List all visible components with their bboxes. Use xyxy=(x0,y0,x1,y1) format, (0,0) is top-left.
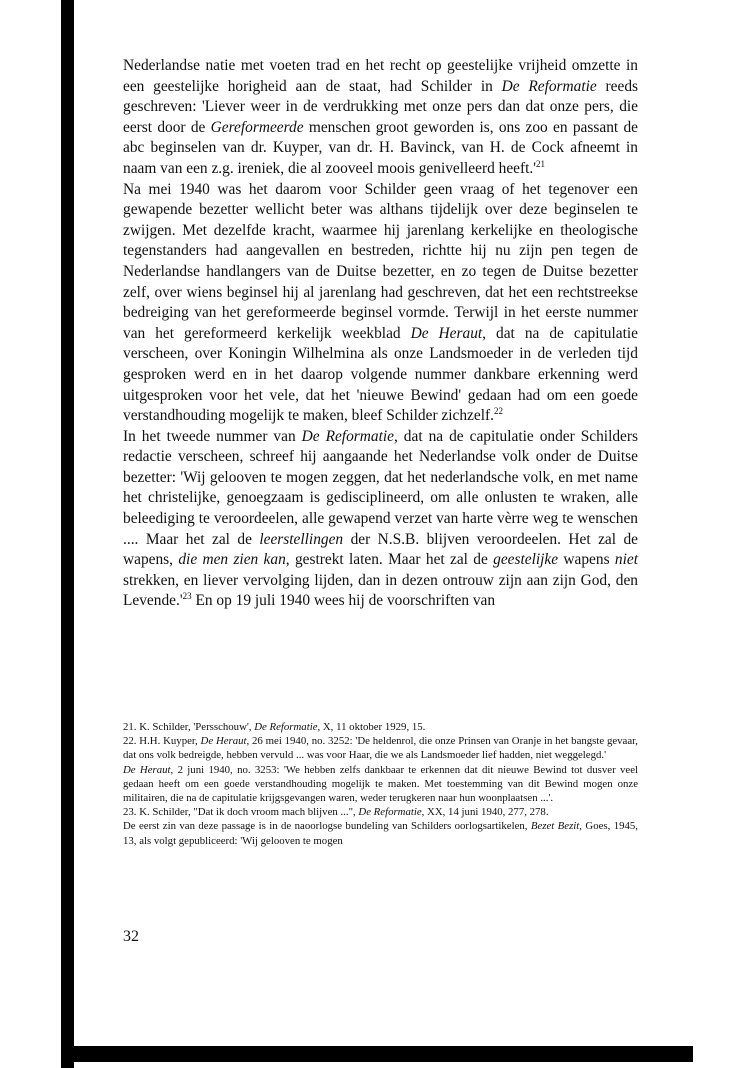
italic-word: geestelijke xyxy=(493,551,559,569)
italic-word: niet xyxy=(614,551,638,569)
footnote-ref-21: 21 xyxy=(536,158,546,169)
italic-title: De Reformatie xyxy=(501,77,597,95)
italic-title: De Reformatie xyxy=(301,427,394,445)
bottom-scan-border xyxy=(61,1046,693,1062)
left-scan-border xyxy=(61,0,74,1068)
text-run: , dat na de capitulatie verscheen, over Koningin Wilhelmina als onze Landsmoeder in de verleden tijd gesproken werd en in het daarop volgende nummer dankbare erkenning werd uitgesproken voor het vele, dat het 'nieuwe Bewind' gedaan had om een goede verstandhouding mogelijk te maken, bleef Schilder zichzelf. xyxy=(123,324,638,425)
page-number: 32 xyxy=(123,928,139,945)
text-run: , gestrekt laten. Maar het zal de xyxy=(285,551,494,569)
text-run: der N.S.B. blijven veroordeelen. Het zal de wapens, xyxy=(123,530,638,569)
paragraph-1 xyxy=(123,56,638,180)
text-run: strekken, en liever vervolging lijden, dan in dezen ontrouw zijn aan zijn God, den Levende.' xyxy=(123,571,638,610)
footnotes xyxy=(123,720,638,848)
text-run: Na mei 1940 was het daarom voor Schilder geen vraag of het tegenover een gewapende bezetter wellicht beter was althans tijdelijk over deze beginselen te zwijgen. Met dezelfde kracht, waarmee hij jarenlang kerkelijke en theologische tegenstanders had aangevallen en bestreden, richtte hij nu zijn pen tegen de Nederlandse handlangers van de Duitse bezetter, en zo tegen de Duitse bezetter zelf, over wiens beginsel hij al jarenlang had geschreven, dat het een rechtstreekse bedreiging van het gereformeerde beginsel vormde. Terwijl in het eerste nummer van het gereformeerd kerkelijk weekblad xyxy=(123,180,638,342)
text-run: reeds geschreven: 'Liever weer in de verdrukking met onze pers dan dat onze pers, die eerst door de xyxy=(123,77,639,136)
italic-word: Gereformeerde xyxy=(210,118,304,136)
paragraph-2 xyxy=(123,180,638,427)
paragraph-3 xyxy=(123,427,638,612)
body-text xyxy=(123,56,638,612)
footnote-23-continued: De eerst zin van deze passage is in de naoorlogse bundeling van Schilders oorlogsartikelen, Bezet Bezit, Goes, 1945, 13, als volgt gepubliceerd: 'Wij gelooven te mogen xyxy=(123,820,638,847)
footnote-ref-22: 22 xyxy=(493,405,503,416)
italic-word: die men zien kan xyxy=(178,551,286,569)
footnote-ref-23: 23 xyxy=(182,591,192,602)
text-run: En op 19 juli 1940 wees hij de voorschriften van xyxy=(191,592,496,610)
text-run: Nederlandse natie met voeten trad en het recht op geestelijke vrijheid omzette in een geestelijke horigheid aan de staat, had Schilder in xyxy=(123,57,638,95)
text-run: , dat na de capitulatie onder Schilders redactie verscheen, schreef hij aangaande het Nederlandse volk onder de Duitse bezetter: 'Wij gelooven te mogen zeggen, dat het nederlandsche volk, en met name het christelijke, genoegzaam is gedisciplineerd, om alle onlusten te wraken, alle beleediging te veroordeelen, alle gewapend verzet van harte vèrre weg te wenschen .... Maar het zal de xyxy=(123,427,638,548)
text-run: In het tweede nummer van xyxy=(123,427,302,445)
footnote-22: 22. H.H. Kuyper, De Heraut, 26 mei 1940, no. 3252: 'De heldenrol, die onze Prinsen van Oranje in het bangste gevaar, dat ons volk bedreigde, hebben vervuld ... was voor Haar, die we als Landsmoeder lief hadden, niet weggelegd.' xyxy=(123,735,638,762)
italic-title: De Heraut xyxy=(410,324,483,342)
footnote-23: 23. K. Schilder, "Dat ik doch vroom mach blijven ...", De Reformatie, XX, 14 juni 1940, 277, 278. xyxy=(123,806,549,819)
italic-word: leerstellingen xyxy=(259,530,344,548)
footnote-21: 21. K. Schilder, 'Persschouw', De Reformatie, X, 11 oktober 1929, 15. xyxy=(123,721,426,733)
text-run: menschen groot geworden is, ons zoo en passant de abc beginselen van dr. Kuyper, van dr. H. Bavinck, van H. de Cock afneemt in naam van een z.g. ireniek, die al zooveel moois genivelleerd heeft.' xyxy=(123,118,638,177)
footnote-22-continued: De Heraut, 2 juni 1940, no. 3253: 'We hebben zelfs dankbaar te erkennen dat dit nieuwe Bewind tot dusver veel gedaan heeft om een goede verstandhouding mogelijk te maken. Met toestemming van dit Bewind mogen onze militairen, die na de capitulatie krijgsgevangen waren, weder terugkeren naar hun woonplaatsen ...'. xyxy=(123,763,638,805)
text-run: wapens xyxy=(558,551,615,569)
